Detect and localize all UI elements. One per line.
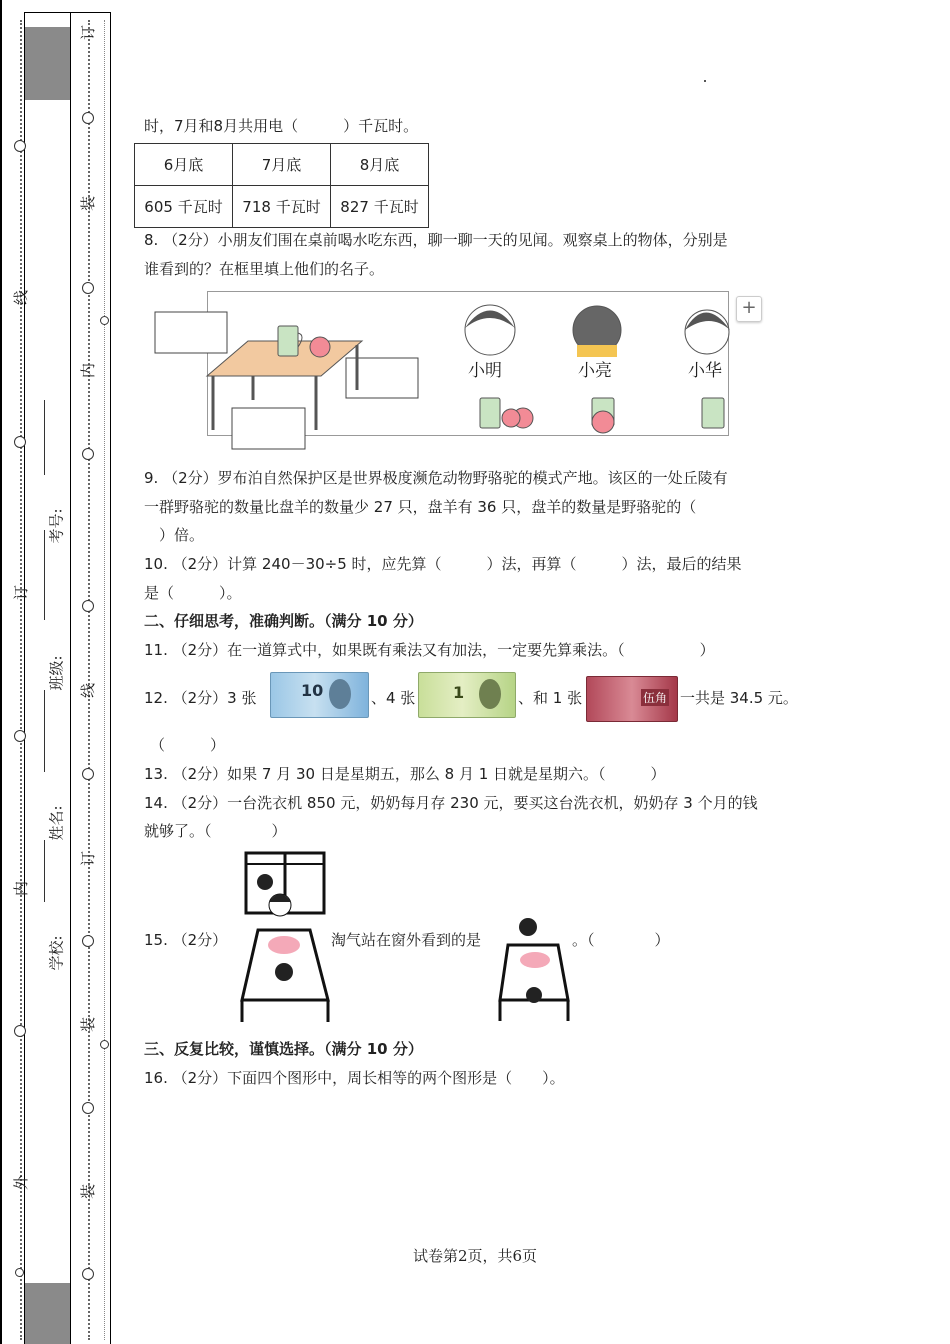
q16-text: 16. （2分）下面四个图形中，周长相等的两个图形是（ ）。: [144, 1069, 565, 1087]
table-cell: 827 千瓦时: [331, 186, 429, 228]
q7-text: 时，7月和8月共用电（ ）千瓦时。: [144, 117, 419, 135]
q12-prefix: 12. （2分）3 张: [144, 689, 257, 707]
q13-text: 13. （2分）如果 7 月 30 日是星期五，那么 8 月 1 日就是星期六。（ ）: [144, 765, 666, 783]
field-name[interactable]: 姓名:: [47, 805, 66, 841]
kid-name: 小华: [688, 361, 722, 381]
q10-line1: 10. （2分）计算 240－30÷5 时，应先算（ ）法，再算（ ）法，最后的结果: [144, 555, 742, 573]
field-school[interactable]: 学校:: [47, 935, 66, 971]
q9-line2: 一群野骆驼的数量比盘羊的数量少 27 只，盘羊有 36 只，盘羊的数量是野骆驼的（: [144, 498, 697, 516]
q8-line2: 谁看到的？在框里填上他们的名子。: [144, 260, 385, 278]
banknote-1-yuan: 1: [418, 672, 516, 718]
kid-name: 小亮: [578, 361, 612, 381]
section-heading: 二、仔细思考，准确判断。（满分 10 分）: [144, 612, 423, 630]
banknote-10-yuan: 10: [270, 672, 369, 718]
margin-marker: 装: [79, 1016, 98, 1033]
electricity-table: [134, 143, 429, 228]
q12-mid1: 、4 张: [371, 689, 416, 707]
margin-marker: 装: [79, 195, 98, 212]
kid-name: 小明: [468, 361, 502, 381]
q12-answer[interactable]: （ ）: [150, 736, 226, 754]
q9-line3: ）倍。: [144, 526, 205, 544]
field-exam-number[interactable]: 考号:: [47, 508, 66, 544]
answer-box-left: [155, 312, 227, 353]
margin-marker: 外: [12, 1174, 31, 1191]
table-cell: 718 千瓦时: [233, 186, 331, 228]
table-header: 7月底: [233, 144, 331, 186]
q14-line2: 就够了。（ ）: [144, 822, 287, 840]
q9-line1: 9. （2分）罗布泊自然保护区是世界极度濒危动物野骆驼的模式产地。该区的一处丘陵有: [144, 469, 728, 487]
section-heading: 三、反复比较，谨慎选择。（满分 10 分）: [144, 1040, 423, 1058]
margin-marker: 线: [79, 682, 98, 699]
q15-suffix: 。（ ）: [572, 931, 670, 949]
table-header: 8月底: [331, 144, 429, 186]
table-cell: 605 千瓦时: [135, 186, 233, 228]
margin-marker: 订: [79, 850, 98, 867]
q8-line1: 8. （2分）小朋友们围在桌前喝水吃东西，聊一聊一天的见闻。观察桌上的物体，分别是: [144, 231, 728, 249]
q14-line1: 14. （2分）一台洗衣机 850 元，奶奶每月存 230 元，要买这台洗衣机，奶奶存 3 个月的钱: [144, 794, 758, 812]
q8-table-scene: [150, 300, 750, 455]
margin-marker: 装: [79, 1183, 98, 1200]
plus-button[interactable]: +: [736, 296, 762, 322]
margin-shade-bottom: [25, 1283, 70, 1344]
field-class[interactable]: 班级:: [47, 655, 66, 691]
answer-box-bottom: [232, 408, 305, 449]
banknote-5-jiao: 伍角: [586, 676, 678, 722]
q15-middle: 淘气站在窗外看到的是: [331, 931, 482, 949]
margin-marker: 内: [12, 880, 31, 897]
margin-marker: 订: [79, 24, 98, 41]
q10-line2: 是（ ）。: [144, 584, 242, 602]
margin-marker: 订: [12, 584, 31, 601]
q15-answer-picture: [498, 915, 570, 1025]
q12-suffix: 一共是 34.5 元。: [680, 689, 798, 707]
table-header: 6月底: [135, 144, 233, 186]
margin-marker: 内: [79, 362, 98, 379]
q12-mid2: 、和 1 张: [518, 689, 583, 707]
q11-text: 11. （2分）在一道算式中，如果既有乘法又有加法，一定要先算乘法。（ ）: [144, 641, 715, 659]
margin-marker: 线: [12, 289, 31, 306]
page-footer: 试卷第2页，共6页: [412, 1247, 538, 1265]
q15-window-scene: [238, 850, 330, 1025]
q15-prefix: 15. （2分）: [144, 931, 228, 949]
margin-shade-top: [25, 27, 70, 100]
